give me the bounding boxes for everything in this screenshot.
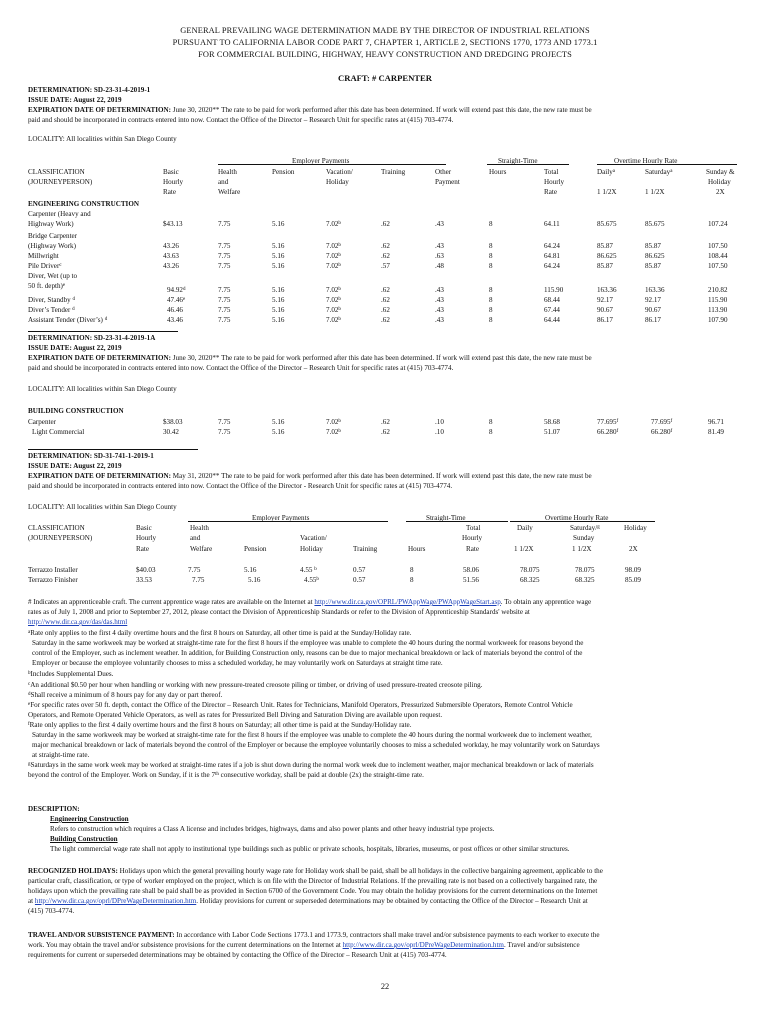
col-daily: Daily — [517, 524, 533, 532]
col-sunday-holiday: Holiday — [708, 178, 731, 186]
cell-total: 67.44 — [544, 306, 560, 314]
holidays-line-2: particular craft, classification, or type of worker employed on the project, which is on file with the Director of Industrial Relations. If the prevailing rate is not based on a collectively bargained rate, the — [28, 877, 598, 885]
cell-saturday: 85.87 — [645, 262, 661, 270]
cell-daily: 90.67 — [597, 306, 613, 314]
row-classification-cont: (Highway Work) — [28, 242, 76, 250]
cell-sunday: 81.49 — [708, 428, 724, 436]
col-vacation: Vacation/ — [300, 534, 327, 542]
apprentice-wage-link[interactable]: http://www.dir.ca.gov/OPRL/PWAppWage/PWAppWageStart.asp — [314, 598, 501, 606]
cell-total: 64.24 — [544, 262, 560, 270]
cell-health: 7.75 — [218, 296, 231, 304]
determination-1-locality: LOCALITY: All localities within San Diego County — [28, 135, 177, 143]
cell-saturday: 90.67 — [645, 306, 661, 314]
col-journeyperson: (JOURNEYPERSON) — [28, 534, 93, 542]
cell-basic: $43.13 — [163, 220, 183, 228]
cell-sunday: 210.82 — [708, 286, 728, 294]
col-health-welfare: Welfare — [190, 545, 213, 553]
cell-training: .62 — [381, 242, 390, 250]
travel-provisions-link[interactable]: http://www.dir.ca.gov/oprl/DPreWageDetermination.htm — [342, 941, 504, 949]
cell-hours: 8 — [489, 418, 493, 426]
overtime-heading: Overtime Hourly Rate — [614, 157, 678, 165]
cell-total: 115.90 — [544, 286, 564, 294]
col-training: Training — [381, 168, 406, 176]
header-line-3: FOR COMMERCIAL BUILDING, HIGHWAY, HEAVY CONSTRUCTION AND DREDGING PROJECTS — [198, 50, 572, 59]
row-classification: Diver, Standby $^d$ — [28, 296, 75, 304]
cell-health: 7.75 — [218, 306, 231, 314]
straight-time-heading: Straight-Time — [498, 157, 538, 165]
overtime-heading: Overtime Hourly Rate — [545, 514, 609, 522]
col-other: Other — [435, 168, 452, 176]
footnote-f-cont: Saturday in the same workweek may be worked at straight-time rate for the first 8 hours if the employee was unable to complete the 40 hours during the normal workweek due to inclement weather, — [32, 731, 592, 739]
cell-saturday: 85.87 — [645, 242, 661, 250]
employer-payments-heading: Employer Payments — [292, 157, 350, 165]
cell-saturday: 163.36 — [645, 286, 665, 294]
building-construction-title: BUILDING CONSTRUCTION — [28, 407, 124, 415]
col-basic-rate: Rate — [136, 545, 149, 553]
col-total-hourly: Hourly — [544, 178, 565, 186]
row-classification: Pile Driver$^c$ — [28, 262, 62, 270]
determination-1-expiration-cont: paid and should be incorporated in contracts entered into now. Contact the Office of the Director – Research Unit for specific rates at (415) 703-4774. — [28, 116, 454, 124]
cell-basic: 46.46 — [167, 306, 183, 314]
cell-hours: 8 — [489, 252, 493, 260]
cell-sunday: 98.09 — [625, 566, 641, 574]
footnote-c: $^c$An additional $0.50 per hour when handling or working with new pressure-treated creosote piling or timber, or driving of used pressure-treated creosote piling. — [28, 681, 483, 689]
craft-title: CRAFT: # CARPENTER — [338, 73, 432, 83]
cell-pension: 5.16 — [272, 418, 285, 426]
col-basic-hourly: Hourly — [163, 178, 184, 186]
determination-3-id: DETERMINATION: SD-31-741-1-2019-1 — [28, 452, 154, 460]
footnote-apprentice-cont: rates as of July 1, 2008 and prior to September 27, 2012, please contact the Division of Apprenticeship Standards or refer to the Division of Apprenticeship Standards' website at — [28, 608, 530, 616]
cell-training: .62 — [381, 428, 390, 436]
cell-sunday: 108.44 — [708, 252, 728, 260]
col-vacation-holiday: Holiday — [300, 545, 323, 553]
cell-hours: 8 — [489, 286, 493, 294]
cell-health: 7.75 — [218, 428, 231, 436]
cell-basic: 43.26 — [163, 242, 179, 250]
cell-other: .43 — [435, 306, 444, 314]
cell-hours: 8 — [489, 262, 493, 270]
footnote-a: $^a$Rate only applies to the first 4 daily overtime hours and the first 8 hours on Saturday, all other time is paid at the Sunday/Holiday rate. — [28, 629, 412, 637]
cell-total: 58.68 — [544, 418, 560, 426]
holidays-line-4: at http://www.dir.ca.gov/oprl/DPreWageDetermination.htm. Holiday provisions for current or superseded determinations may be obtained by contacting the Office of the Director – Research Unit at — [28, 897, 588, 905]
cell-total: 64.81 — [544, 252, 560, 260]
cell-daily: 85.87 — [597, 242, 613, 250]
determination-2-id: DETERMINATION: SD-23-31-4-2019-1A — [28, 334, 156, 342]
cell-sunday: 85.09 — [625, 576, 641, 584]
col-basic: Basic — [136, 524, 152, 532]
cell-pension: 5.16 — [272, 428, 285, 436]
cell-other: .10 — [435, 428, 444, 436]
cell-basic: 43.46 — [167, 316, 183, 324]
cell-health: 7.75 — [218, 418, 231, 426]
cell-sunday: 107.24 — [708, 220, 728, 228]
col-vacation-holiday: Holiday — [326, 178, 349, 186]
col-saturday: Saturday/$^g$ — [570, 524, 600, 532]
cell-training: .62 — [381, 252, 390, 260]
cell-basic: 47.46e — [167, 296, 186, 304]
cell-basic: 43.26 — [163, 262, 179, 270]
cell-basic: $40.03 — [136, 566, 156, 574]
cell-vacation: 7.02$^b$ — [326, 286, 341, 294]
cell-pension: 5.16 — [248, 576, 261, 584]
cell-daily: 86.17 — [597, 316, 613, 324]
cell-basic: 30.42 — [163, 428, 179, 436]
col-basic-rate: Rate — [163, 188, 176, 196]
cell-saturday: 66.280$^f$ — [651, 428, 673, 436]
row-classification-cont: 50 ft. depth)$^e$ — [28, 282, 66, 290]
cell-saturday: 92.17 — [645, 296, 661, 304]
cell-hours: 8 — [410, 566, 414, 574]
footnote-f-cont: at straight-time rate. — [32, 751, 90, 759]
building-construction-heading: Building Construction — [50, 835, 118, 843]
col-other-payment: Payment — [435, 178, 460, 186]
col-ot-saturday: 1 1/2X — [572, 545, 592, 553]
footnote-e: $^e$For specific rates over 50 ft. depth, contact the Office of the Director – Research Unit. Rates for Technicians, Manifold Operators, Pressurized Submersible Operators, Remote Control Vehicle — [28, 701, 573, 709]
cell-daily: 85.87 — [597, 262, 613, 270]
cell-other: .43 — [435, 220, 444, 228]
straight-time-heading: Straight-Time — [426, 514, 466, 522]
col-classification: CLASSIFICATION — [28, 524, 85, 532]
cell-basic: $38.03 — [163, 418, 183, 426]
header-line-1: GENERAL PREVAILING WAGE DETERMINATION MADE BY THE DIRECTOR OF INDUSTRIAL RELATIONS — [180, 26, 590, 35]
col-ot-sunday: 2X — [716, 188, 725, 196]
cell-other: .43 — [435, 242, 444, 250]
col-holiday: Holiday — [624, 524, 647, 532]
determination-3-expiration: EXPIRATION DATE OF DETERMINATION: May 31, 2020** The rate to be paid for work performed after this date has been determined. If work will extend past this date, the new rate must be — [28, 472, 592, 480]
cell-hours: 8 — [489, 306, 493, 314]
cell-pension: 5.16 — [272, 262, 285, 270]
determination-2-locality: LOCALITY: All localities within San Diego County — [28, 385, 177, 393]
col-ot-holiday: 2X — [629, 545, 638, 553]
cell-pension: 5.16 — [272, 286, 285, 294]
col-training: Training — [353, 545, 378, 553]
col-hours: Hours — [489, 168, 507, 176]
determination-2-expiration-cont: paid and should be incorporated in contracts entered into now. Contact the Office of the Director – Research Unit for specific rates at (415) 703-4774. — [28, 364, 454, 372]
footnote-g: $^g$Saturdays in the same work week may be worked at straight-time rates if a job is shut down during the normal work week due to inclement weather, major mechanical breakdown or lack of materials — [28, 761, 594, 769]
cell-health: 7.75 — [218, 316, 231, 324]
cell-hours: 8 — [489, 296, 493, 304]
cell-saturday: 77.695$^f$ — [651, 418, 673, 426]
cell-saturday: 86.625 — [645, 252, 665, 260]
col-daily: Daily$^a$ — [597, 168, 615, 176]
cell-other: .63 — [435, 252, 444, 260]
col-total: Total — [466, 524, 481, 532]
cell-other: .43 — [435, 286, 444, 294]
cell-training: .62 — [381, 306, 390, 314]
cell-other: .48 — [435, 262, 444, 270]
footnote-apprentice: # Indicates an apprenticeable craft. The current apprentice wage rates are available on the Internet at http://www.dir.ca.gov/OPRL/PWAppWage/PWAppWageStart.asp. To obtain any apprentice wage — [28, 598, 592, 606]
engineering-construction-heading: Engineering Construction — [50, 815, 129, 823]
expiration-text: June 30, 2020** The rate to be paid for work performed after this date has been determined. If work will extend past this date, the new rate must be — [171, 106, 592, 114]
cell-vacation: 7.02$^b$ — [326, 252, 341, 260]
row-classification: Terrazzo Installer — [28, 566, 78, 574]
cell-health: 7.75 — [192, 576, 205, 584]
cell-sunday: 96.71 — [708, 418, 724, 426]
col-basic-hourly: Hourly — [136, 534, 157, 542]
travel-line-1: TRAVEL AND/OR SUBSISTENCE PAYMENT: In accordance with Labor Code Sections 1773.1 and 1773.9, contractors shall make travel and/or subsistence payments to each worker to execute the — [28, 931, 600, 939]
cell-training: .62 — [381, 286, 390, 294]
cell-training: 0.57 — [353, 566, 366, 574]
cell-saturday: 78.075 — [575, 566, 595, 574]
cell-total: 51.56 — [463, 576, 479, 584]
cell-health: 7.75 — [188, 566, 201, 574]
page-number: 22 — [380, 982, 390, 991]
footnote-f: $^f$Rate only applies to the first 4 daily overtime hours and the first 8 hours on Saturday; all other time is paid at the Sunday/Holiday rate. — [28, 721, 412, 729]
section-divider — [28, 331, 178, 332]
footnote-a-cont: Employer or because the employee voluntarily chooses to miss a scheduled workday, he may voluntarily work on Saturdays at straight time rate. — [32, 659, 443, 667]
cell-vacation: 4.55 $^b$ — [300, 566, 317, 574]
cell-daily: 92.17 — [597, 296, 613, 304]
cell-training: 0.57 — [353, 576, 366, 584]
cell-health: 7.75 — [218, 220, 231, 228]
section-divider — [28, 449, 198, 450]
cell-daily: 68.325 — [520, 576, 540, 584]
determination-2-issue: ISSUE DATE: August 22, 2019 — [28, 344, 122, 352]
cell-vacation: 4.55$^b$ — [304, 576, 319, 584]
description-title: DESCRIPTION: — [28, 805, 80, 813]
travel-line-3: requirements for current or superseded determinations may be obtained by contacting the Office of the Director – Research Unit at (415) 703-4774. — [28, 951, 447, 959]
cell-training: .62 — [381, 220, 390, 228]
cell-sunday: 107.90 — [708, 316, 728, 324]
cell-saturday: 86.17 — [645, 316, 661, 324]
travel-line-2: work. You may obtain the travel and/or subsistence provisions for the current determinations on the Internet at http://www.dir.ca.gov/oprl/DPreWageDetermination.htm. Travel and/or subsistence — [28, 941, 580, 949]
employer-payments-heading: Employer Payments — [252, 514, 310, 522]
cell-daily: 86.625 — [597, 252, 617, 260]
col-journeyperson: (JOURNEYPERSON) — [28, 178, 93, 186]
cell-vacation: 7.02$^b$ — [326, 316, 341, 324]
row-classification: Assistant Tender (Diver’s) $^d$ — [28, 316, 108, 324]
cell-health: 7.75 — [218, 286, 231, 294]
row-classification: Terrazzo Finisher — [28, 576, 78, 584]
col-health-and: and — [190, 534, 201, 542]
cell-hours: 8 — [489, 220, 493, 228]
travel-label: TRAVEL AND/OR SUBSISTENCE PAYMENT: — [28, 931, 175, 939]
col-ot-daily: 1 1/2X — [597, 188, 617, 196]
row-classification: Diver, Wet (up to — [28, 272, 78, 280]
col-total-rate: Rate — [466, 545, 479, 553]
cell-training: .57 — [381, 262, 390, 270]
cell-pension: 5.16 — [272, 252, 285, 260]
col-ot-saturday: 1 1/2X — [645, 188, 665, 196]
row-classification: Carpenter (Heavy and — [28, 210, 91, 218]
cell-total: 64.11 — [544, 220, 560, 228]
cell-sunday: 113.90 — [708, 306, 728, 314]
cell-pension: 5.16 — [272, 220, 285, 228]
cell-pension: 5.16 — [272, 306, 285, 314]
cell-vacation: 7.02$^b$ — [326, 306, 341, 314]
cell-vacation: 7.02$^b$ — [326, 428, 341, 436]
col-sunday: Sunday — [573, 534, 595, 542]
cell-other: .43 — [435, 296, 444, 304]
cell-saturday: 85.675 — [645, 220, 665, 228]
cell-saturday: 68.325 — [575, 576, 595, 584]
cell-health: 7.75 — [218, 262, 231, 270]
cell-total: 64.24 — [544, 242, 560, 250]
col-hours: Hours — [408, 545, 426, 553]
cell-vacation: 7.02$^b$ — [326, 418, 341, 426]
footnote-g-cont: beyond the control of the Employer. Work on Sunday, if it is the 7th consecutive workday, shall be paid at double (2x) the straight-time rate. — [28, 771, 424, 779]
col-ot-daily: 1 1/2X — [514, 545, 534, 553]
building-construction-text: The light commercial wage rate shall not apply to institutional type buildings such as public or private schools, hospitals, libraries, museums, or post offices or other similar structures. — [50, 845, 570, 853]
cell-daily: 78.075 — [520, 566, 540, 574]
col-total: Total — [544, 168, 559, 176]
footnote-a-cont: control of the Employer, such as inclement weather. In addition, for Building Construction only, reasons can be due to major mechanical breakdown or lack of materials beyond the control of the — [32, 649, 583, 657]
holiday-provisions-link[interactable]: http://www.dir.ca.gov/oprl/DPreWageDetermination.htm — [34, 897, 197, 905]
cell-other: .10 — [435, 418, 444, 426]
engineering-construction-title: ENGINEERING CONSTRUCTION — [28, 200, 139, 208]
col-pension: Pension — [272, 168, 295, 176]
determination-1-expiration — [28, 105, 592, 115]
cell-total: 51.07 — [544, 428, 560, 436]
cell-other: .43 — [435, 316, 444, 324]
cell-vacation: 7.02$^b$ — [326, 296, 341, 304]
cell-training: .62 — [381, 316, 390, 324]
col-vacation: Vacation/ — [326, 168, 353, 176]
das-website-link[interactable]: http://www.dir.ca.gov/das/das.html — [28, 618, 128, 626]
determination-3-expiration-cont: paid and should be incorporated in contracts entered into now. Contact the Office of the Director - Research Unit for specific rates at (415) 703-4774. — [28, 482, 453, 490]
col-sunday: Sunday & — [706, 168, 735, 176]
col-health: Health — [218, 168, 237, 176]
cell-total: 68.44 — [544, 296, 560, 304]
cell-hours: 8 — [410, 576, 414, 584]
cell-pension: 5.16 — [272, 296, 285, 304]
footnote-d: $^d$Shall receive a minimum of 8 hours pay for any day or part thereof. — [28, 691, 223, 699]
col-classification: CLASSIFICATION — [28, 168, 85, 176]
determination-1-issue: ISSUE DATE: August 22, 2019 — [28, 96, 122, 104]
col-pension: Pension — [244, 545, 267, 553]
footnote-a-cont: Saturday in the same workweek may be worked at straight-time rate for the first 8 hours if the employee was unable to complete the 40 hours during the normal workweek for reasons beyond the — [32, 639, 584, 647]
row-classification: Bridge Carpenter — [28, 232, 78, 240]
determination-3-locality: LOCALITY: All localities within San Diego County — [28, 503, 177, 511]
row-classification: Millwright — [28, 252, 59, 260]
cell-basic: 33.53 — [136, 576, 152, 584]
footnote-f-cont: major mechanical breakdown or lack of materials beyond the control of the Employer or because the employee voluntarily chooses to miss a scheduled workday, he may voluntarily work on Saturdays — [32, 741, 600, 749]
cell-daily: 85.675 — [597, 220, 617, 228]
col-health-welfare: Welfare — [218, 188, 241, 196]
col-total-hourly: Hourly — [462, 534, 483, 542]
cell-vacation: 7.02$^b$ — [326, 220, 341, 228]
expiration-label: EXPIRATION DATE OF DETERMINATION: — [28, 106, 171, 114]
cell-vacation: 7.02$^b$ — [326, 242, 341, 250]
holidays-line-5: (415) 703-4774. — [28, 907, 75, 915]
cell-health: 7.75 — [218, 252, 231, 260]
col-saturday: Saturday$^a$ — [645, 168, 673, 176]
cell-training: .62 — [381, 296, 390, 304]
cell-pension: 5.16 — [272, 242, 285, 250]
cell-sunday: 115.90 — [708, 296, 728, 304]
cell-sunday: 107.50 — [708, 262, 728, 270]
holidays-line-3: holidays upon which the prevailing rate shall be paid shall be as provided in Section 6700 of the Government Code. You may obtain the holiday provisions for the current determinations on the Internet — [28, 887, 598, 895]
determination-1-id: DETERMINATION: SD-23-31-4-2019-1 — [28, 86, 151, 94]
cell-hours: 8 — [489, 428, 493, 436]
cell-pension: 5.16 — [244, 566, 257, 574]
col-health-and: and — [218, 178, 229, 186]
cell-training: .62 — [381, 418, 390, 426]
header-line-2: PURSUANT TO CALIFORNIA LABOR CODE PART 7, CHAPTER 1, ARTICLE 2, SECTIONS 1770, 1773 AND 1773.1 — [172, 38, 598, 47]
cell-daily: 77.695$^f$ — [597, 418, 619, 426]
col-health: Health — [190, 524, 209, 532]
cell-basic: 43.63 — [163, 252, 179, 260]
holidays-line-1: RECOGNIZED HOLIDAYS: Holidays upon which the general prevailing hourly wage rate for Holiday work shall be paid, shall be all holidays in the collective bargaining agreement, applicable to the — [28, 867, 603, 875]
footnote-b: $^b$Includes Supplemental Dues. — [28, 670, 114, 678]
cell-hours: 8 — [489, 242, 493, 250]
row-classification: Light Commercial — [32, 428, 85, 436]
col-total-rate: Rate — [544, 188, 557, 196]
row-classification: Carpenter — [28, 418, 56, 426]
cell-pension: 5.16 — [272, 316, 285, 324]
cell-health: 7.75 — [218, 242, 231, 250]
cell-daily: 163.36 — [597, 286, 617, 294]
determination-2-expiration: EXPIRATION DATE OF DETERMINATION: June 30, 2020** The rate to be paid for work performed after this date has been determined. If work will extend past this date, the new rate must be — [28, 354, 592, 362]
row-classification-cont: Highway Work) — [28, 220, 74, 228]
footnote-e-cont: Operators, and Remote Operated Vehicle Operators, as well as rates for Pressurized Bell Diving and Saturation Diving are available upon request. — [28, 711, 443, 719]
cell-basic: 94.92$^d$ — [167, 286, 186, 294]
cell-daily: 66.280$^f$ — [597, 428, 619, 436]
holidays-label: RECOGNIZED HOLIDAYS: — [28, 867, 118, 875]
determination-3-issue: ISSUE DATE: August 22, 2019 — [28, 462, 122, 470]
cell-total: 58.06 — [463, 566, 479, 574]
cell-total: 64.44 — [544, 316, 560, 324]
cell-hours: 8 — [489, 316, 493, 324]
col-basic: Basic — [163, 168, 179, 176]
engineering-construction-text: Refers to construction which requires a Class A license and includes bridges, highways, dams and also power plants and other heavy industrial type projects. — [50, 825, 495, 833]
row-classification: Diver’s Tender $^d$ — [28, 306, 75, 314]
cell-sunday: 107.50 — [708, 242, 728, 250]
cell-vacation: 7.02$^b$ — [326, 262, 341, 270]
